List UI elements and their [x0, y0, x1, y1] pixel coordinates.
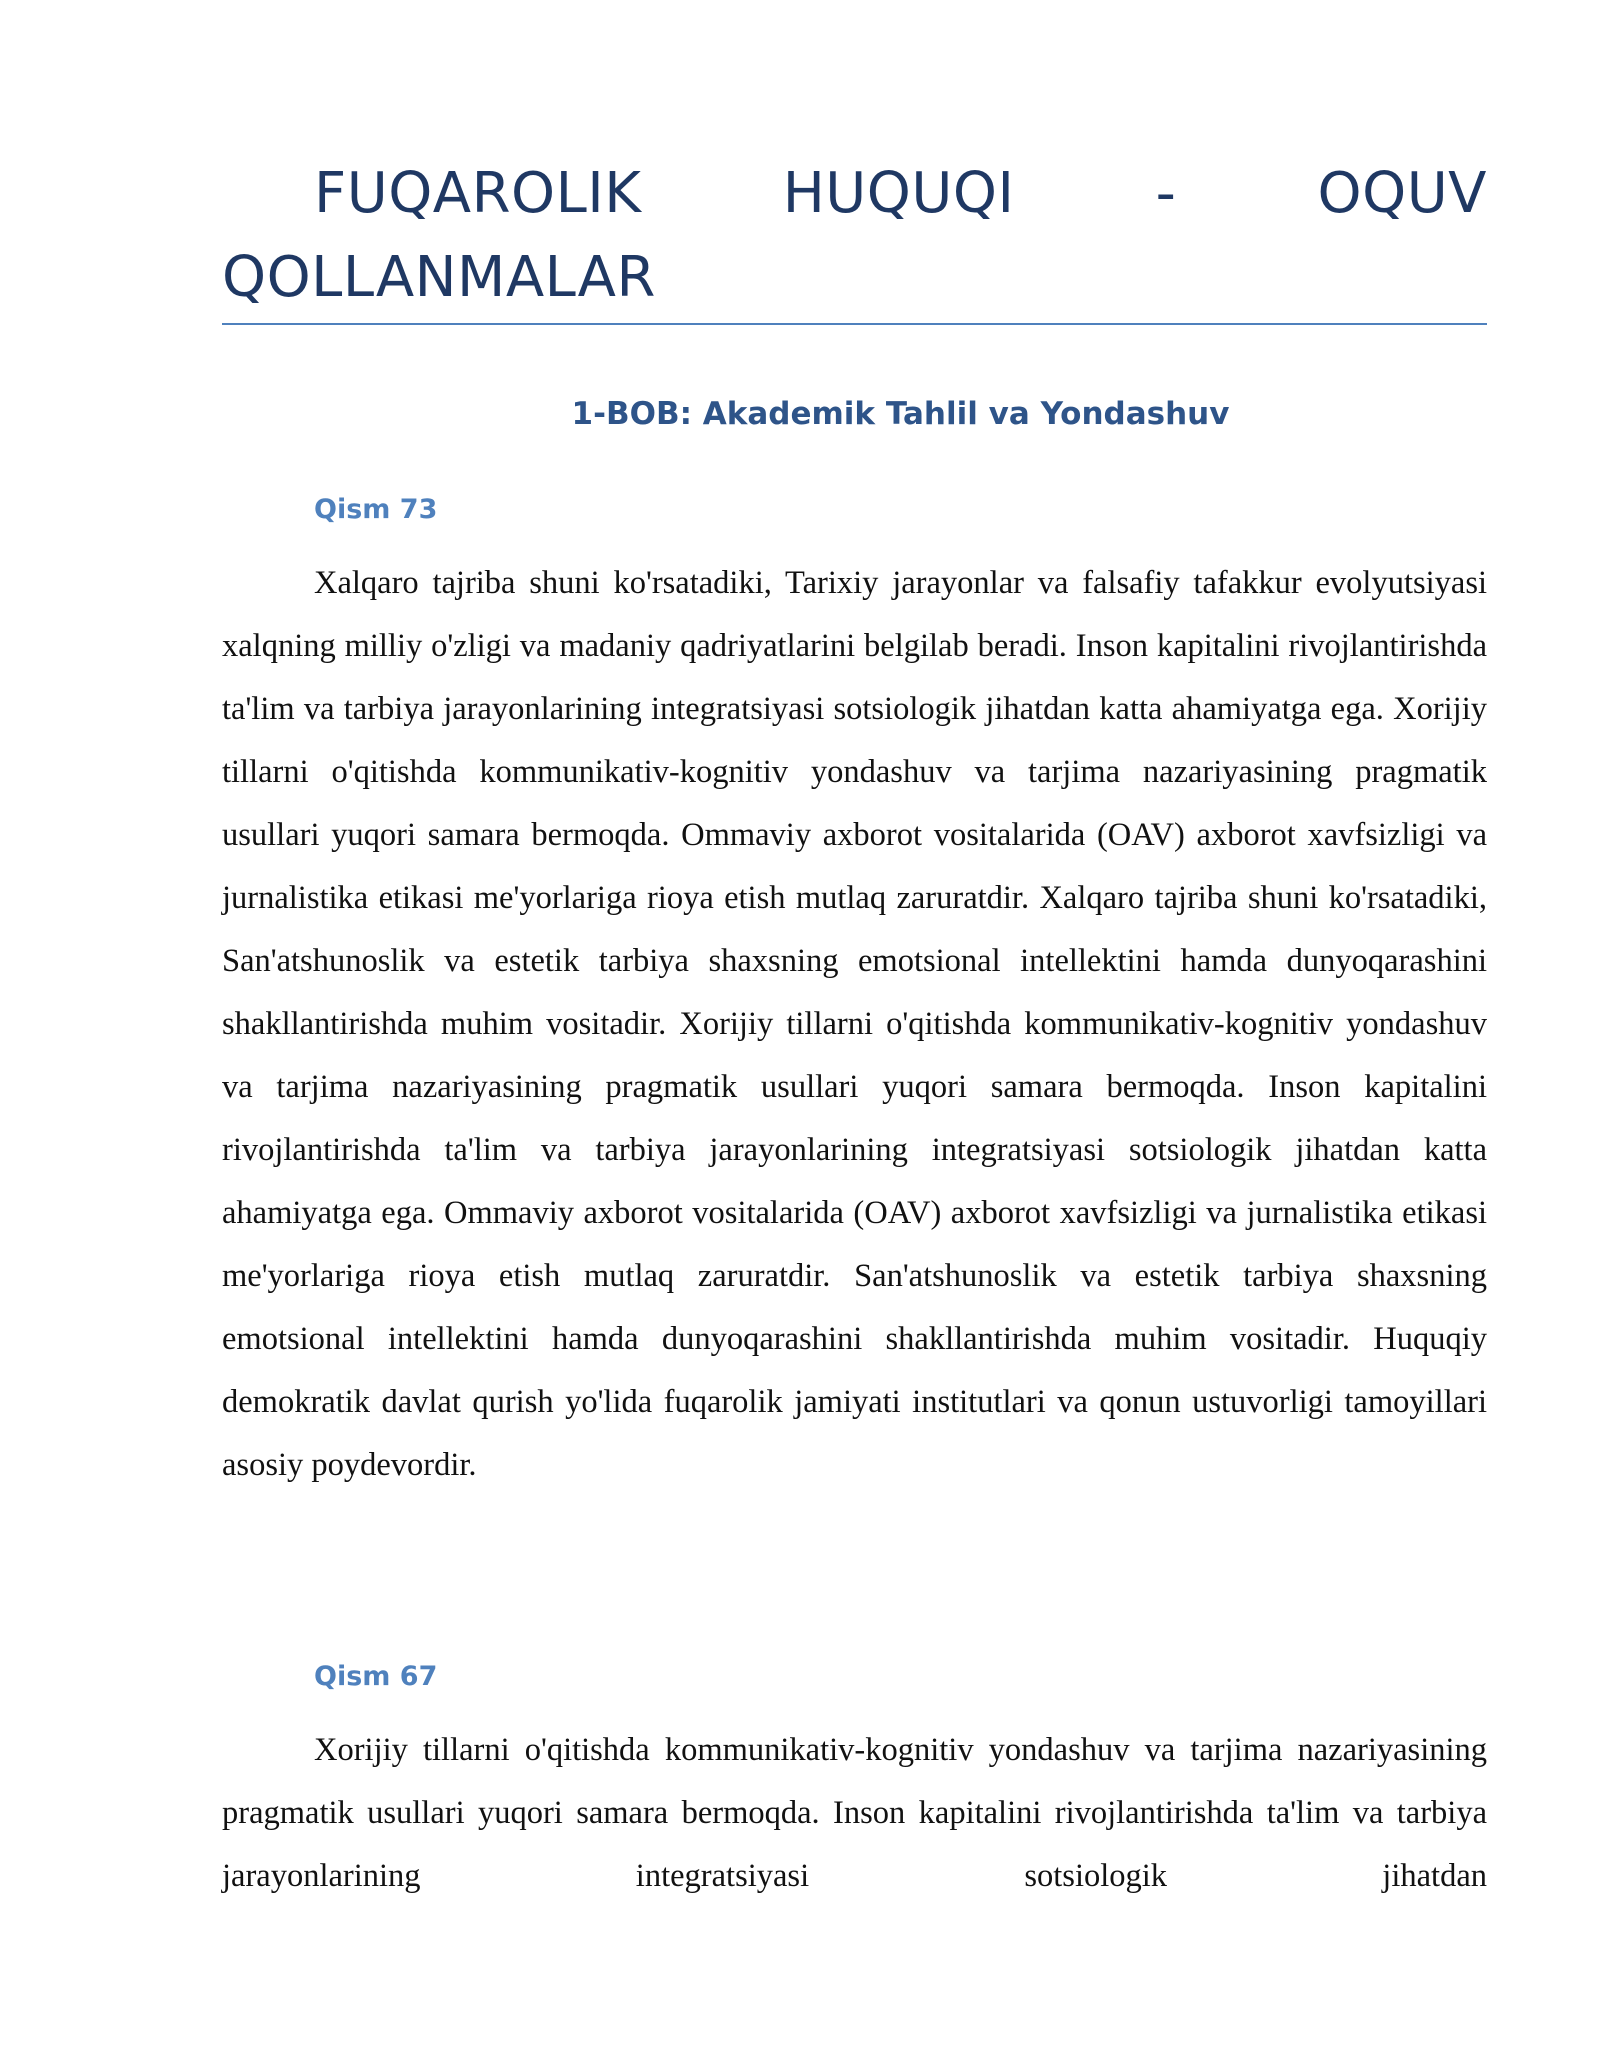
chapter-heading: 1-BOB: Akademik Tahlil va Yondashuv — [571, 396, 1230, 432]
section-paragraph-73: Xalqaro tajriba shuni ko'rsatadiki, Tarixiy jarayonlar va falsafiy tafakkur evolyutsiyasi xalqning milliy o'zligi va madaniy qadriyatlarini belgilab beradi. Inson kapitalini rivojlantirishda ta'lim va tarbiya jarayonlarining integratsiyasi sotsiologik jihatdan katta ahamiyatga ega. Xorijiy tillarni o'qitishda kommunikativ-kognitiv yondashuv va tarjima nazariyasining pragmatik usullari yuqori samara bermoqda. Ommaviy axborot vositalarida (OAV) axborot xavfsizligi va jurnalistika etikasi me'yorlariga rioya etish mutlaq zaruratdir. Xalqaro tajriba shuni ko'rsatadiki, San'atshunoslik va estetik tarbiya shaxsning emotsional intellektini hamda dunyoqarashini shakllantirishda muhim vositadir. Xorijiy tillarni o'qitishda kommunikativ-kognitiv yondashuv va tarjima nazariyasining pragmatik usullari yuqori samara bermoqda. Inson kapitalini rivojlantirishda ta'lim va tarbiya jarayonlarining integratsiyasi sotsiologik jihatdan katta ahamiyatga ega. Ommaviy axborot vositalarida (OAV) axborot xavfsizligi va jurnalistika etikasi me'yorlariga rioya etish mutlaq zaruratdir. San'atshunoslik va estetik tarbiya shaxsning emotsional intellektini hamda dunyoqarashini shakllantirishda muhim vositadir. Huquqiy demokratik davlat qurish yo'lida fuqarolik jamiyati institutlari va qonun ustuvorligi tamoyillari asosiy poydevordir. — [222, 565, 1487, 1483]
document-title: FUQAROLIK HUQUQI - OQUV QOLLANMALAR — [222, 161, 1487, 310]
section-heading-73: Qism 73 — [314, 494, 438, 525]
title-underline-divider — [222, 323, 1487, 325]
section-paragraph-67: Xorijiy tillarni o'qitishda kommunikativ-kognitiv yondashuv va tarjima nazariyasining pragmatik usullari yuqori samara bermoqda. Inson kapitalini rivojlantirishda ta'lim va tarbiya jarayonlarining integratsiyasi sotsiologik jihatdan — [222, 1732, 1487, 1894]
section-heading-67: Qism 67 — [314, 1661, 438, 1692]
